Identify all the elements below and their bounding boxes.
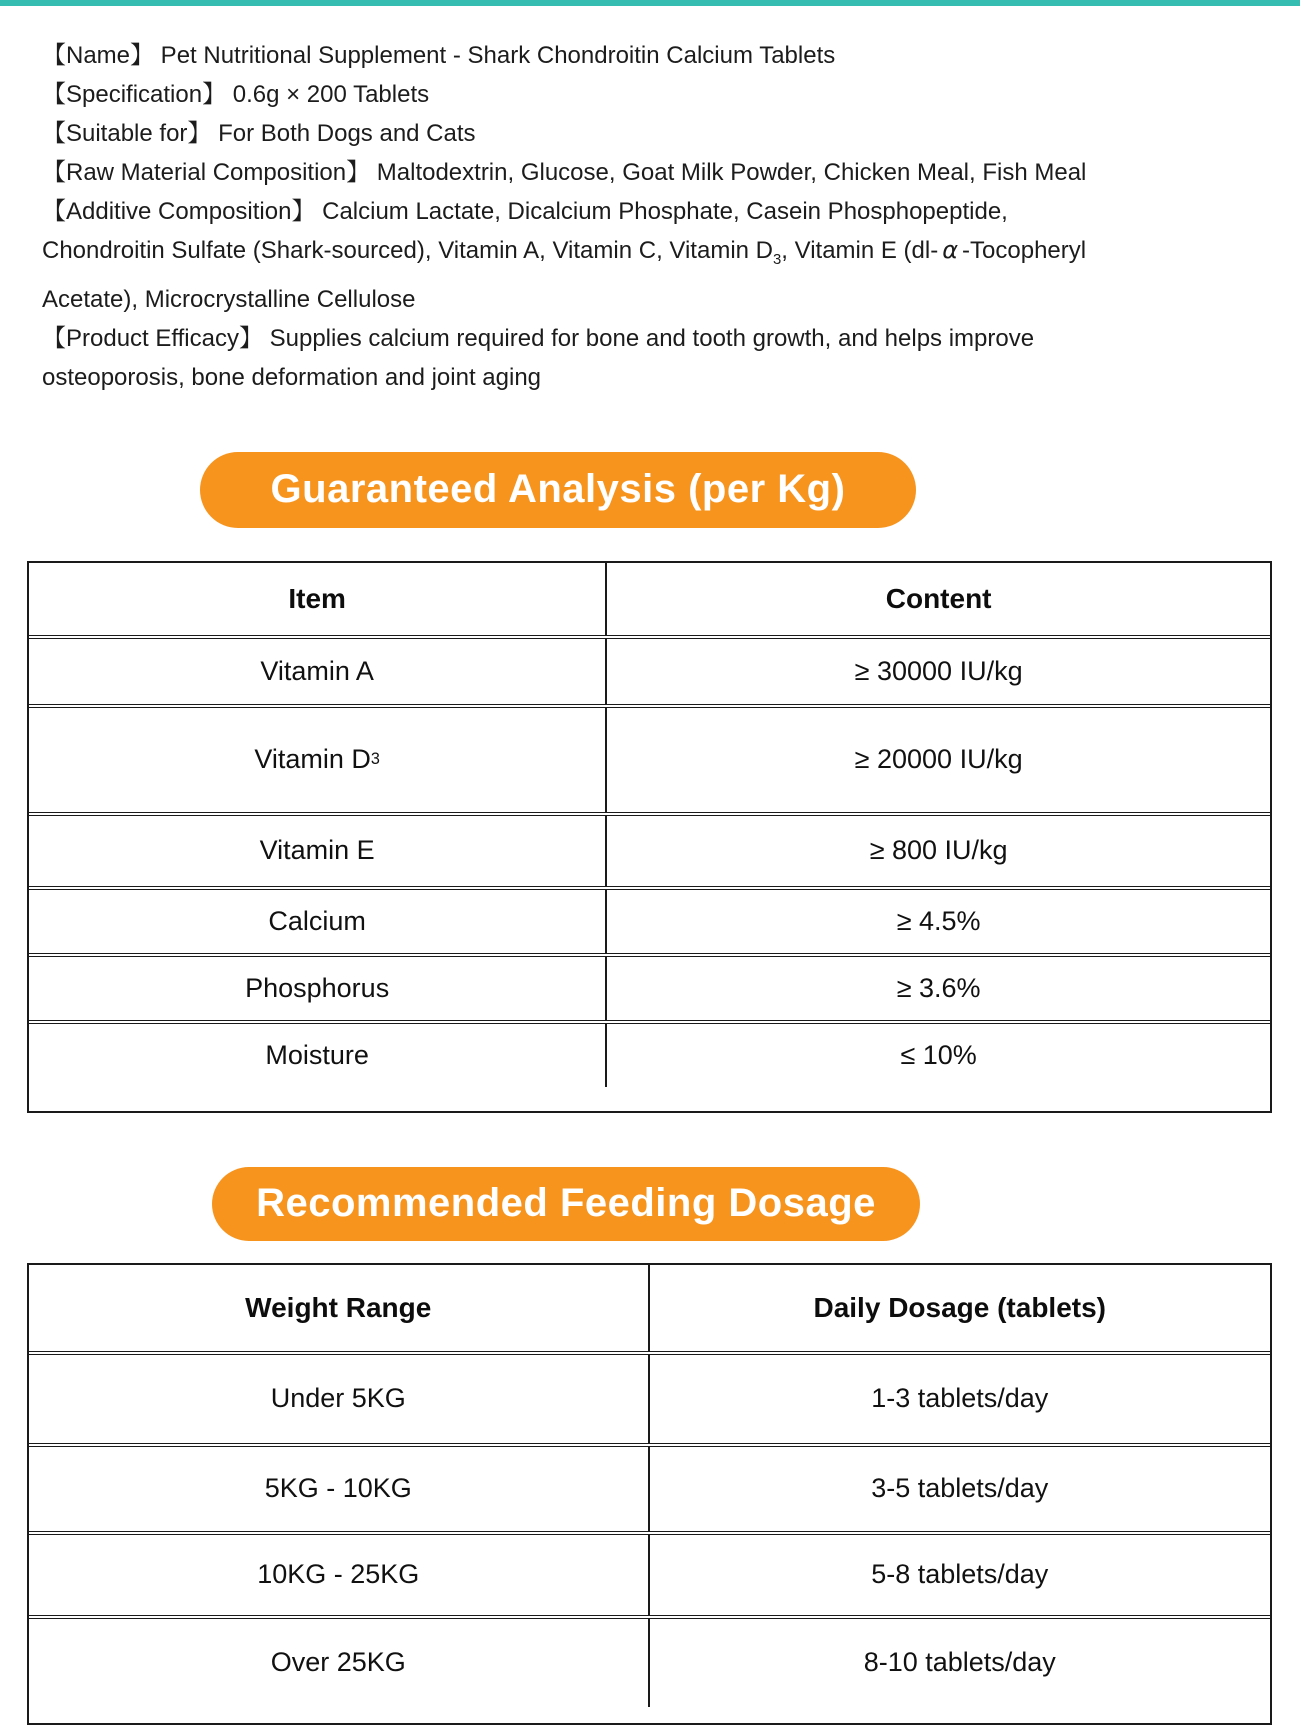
additive-line-3: Acetate), Microcrystalline Cellulose <box>42 285 416 313</box>
feeding-dosage-table <box>27 1263 1272 1725</box>
guaranteed-analysis-table <box>27 561 1272 1113</box>
table-row <box>29 953 1270 1020</box>
table-row <box>29 635 1270 704</box>
efficacy-line-2: osteoporosis, bone deformation and joint aging <box>42 363 542 391</box>
feeding-dosage-banner-label: Recommended Feeding Dosage <box>256 1181 876 1226</box>
content-cell: ≤ 10% <box>900 1039 977 1070</box>
vitamin-d-subscript: 3 <box>773 251 782 268</box>
guaranteed-analysis-banner-label: Guaranteed Analysis (per Kg) <box>270 467 846 512</box>
specification-line: 【Specification】 0.6g × 200 Tablets <box>42 81 430 108</box>
alpha-symbol: α <box>942 236 959 264</box>
dosage-cell: 3-5 tablets/day <box>871 1473 1049 1504</box>
table-header-row <box>29 1265 1270 1351</box>
weight-cell: Under 5KG <box>29 1355 650 1443</box>
item-cell: Moisture <box>29 1024 607 1087</box>
weight-cell: Over 25KG <box>29 1619 650 1707</box>
item-column-header: Item <box>29 563 607 635</box>
table-row <box>29 1615 1270 1707</box>
content-cell: ≥ 4.5% <box>896 905 981 936</box>
guaranteed-analysis-banner <box>200 452 916 528</box>
item-cell: Vitamin E <box>29 816 607 886</box>
table-row <box>29 886 1270 953</box>
table-row <box>29 704 1270 812</box>
item-cell: Phosphorus <box>29 957 607 1020</box>
weight-cell: 10KG - 25KG <box>29 1535 650 1615</box>
content-cell: ≥ 3.6% <box>896 972 981 1003</box>
product-info-block <box>0 6 1300 397</box>
table-row <box>29 1531 1270 1615</box>
dosage-cell: 8-10 tablets/day <box>863 1647 1056 1678</box>
item-text: Vitamin D <box>254 744 371 775</box>
table-header-row <box>29 563 1270 635</box>
feeding-dosage-banner <box>212 1167 920 1241</box>
table-row <box>29 1443 1270 1531</box>
content-cell: ≥ 30000 IU/kg <box>854 655 1023 686</box>
table-row <box>29 1020 1270 1087</box>
content-column-header: Content <box>885 582 992 614</box>
item-cell: Calcium <box>29 890 607 953</box>
weight-cell: 5KG - 10KG <box>29 1447 650 1531</box>
content-cell: ≥ 800 IU/kg <box>869 835 1008 866</box>
table-row <box>29 1351 1270 1443</box>
raw-material-line: 【Raw Material Composition】 Maltodextrin, Glucose, Goat Milk Powder, Chicken Meal, Fish Meal <box>42 159 1087 186</box>
additive-line-2-seg2: , Vitamin E (dl- <box>781 237 939 264</box>
dosage-cell: 5-8 tablets/day <box>871 1559 1049 1590</box>
name-line: 【Name】 Pet Nutritional Supplement - Shark Chondroitin Calcium Tablets <box>42 42 836 69</box>
table-row <box>29 812 1270 886</box>
weight-range-column-header: Weight Range <box>29 1265 650 1351</box>
additive-line-2-seg3: -Tocopheryl <box>962 237 1087 264</box>
additive-line-2 <box>42 231 1264 280</box>
additive-line-2-seg1: Chondroitin Sulfate (Shark-sourced), Vitamin A, Vitamin C, Vitamin D <box>42 237 773 264</box>
efficacy-line-1: 【Product Efficacy】 Supplies calcium required for bone and tooth growth, and helps improve <box>42 324 1035 352</box>
item-cell <box>29 708 607 812</box>
item-subscript: 3 <box>370 750 380 769</box>
item-cell: Vitamin A <box>29 639 607 704</box>
content-cell: ≥ 20000 IU/kg <box>854 744 1023 775</box>
dosage-cell: 1-3 tablets/day <box>871 1383 1049 1414</box>
suitable-for-line: 【Suitable for】 For Both Dogs and Cats <box>42 120 476 147</box>
daily-dosage-column-header: Daily Dosage (tablets) <box>813 1291 1107 1323</box>
additive-line-1: 【Additive Composition】 Calcium Lactate, Dicalcium Phosphate, Casein Phosphopeptide, <box>42 198 1008 225</box>
